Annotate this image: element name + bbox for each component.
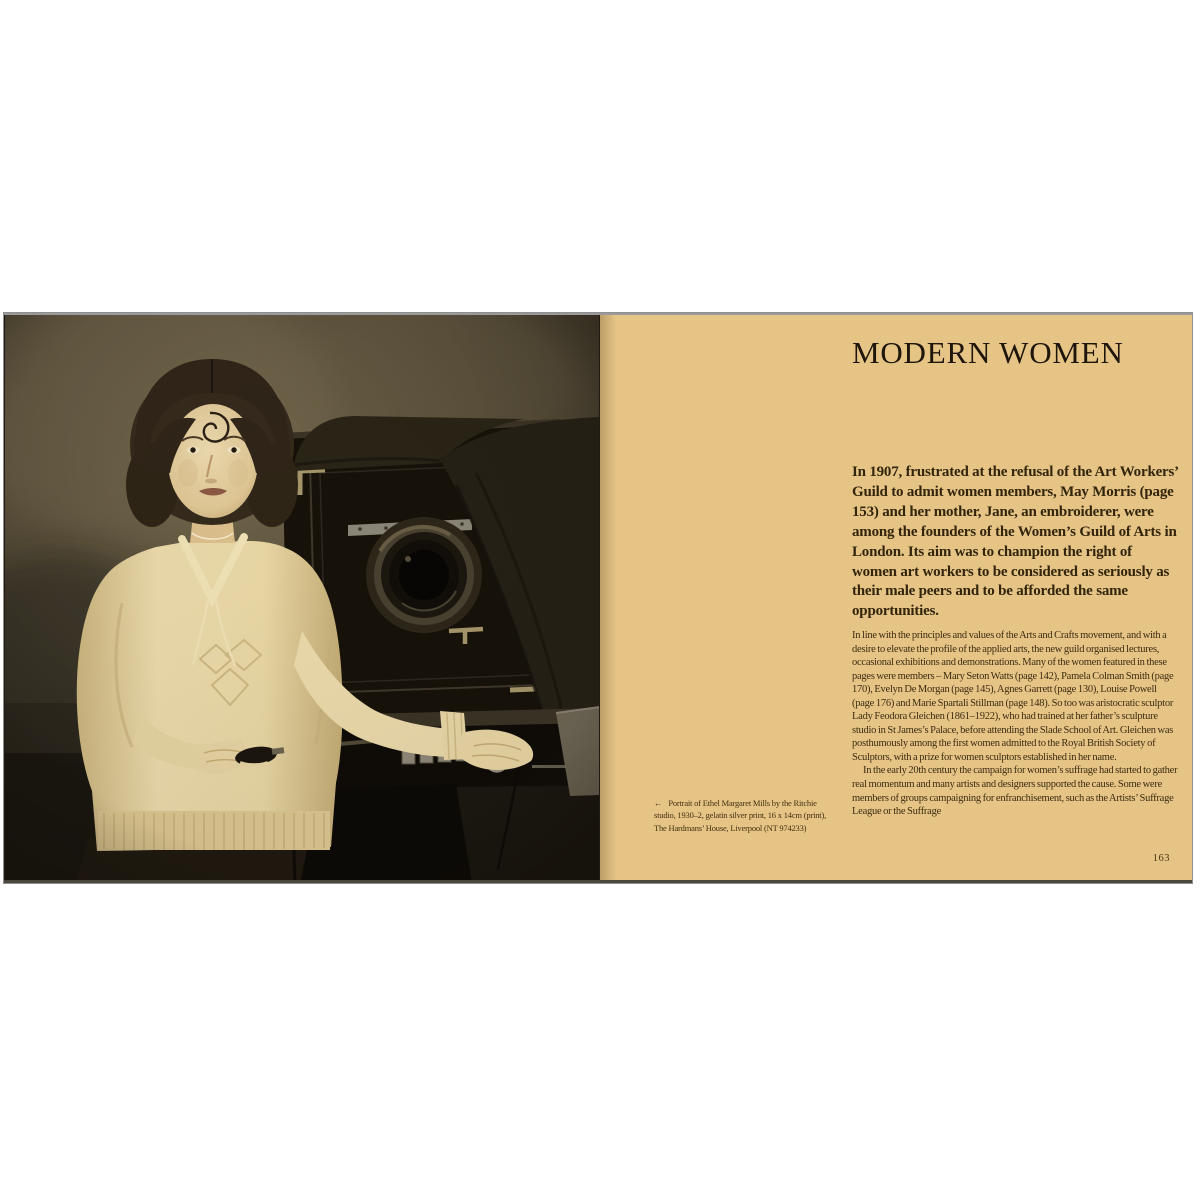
intro-paragraph: In 1907, frustrated at the refusal of the Art Workers’ Guild to admit women members, May Morris (page 153) and her mother, Jane, an embroiderer, were among the founders of the Women’s Guild of Arts in London. Its aim was to champion the right of women art workers to be considered as seriously as their male peers and to be afforded the same opportunities. [852,464,1178,620]
page-number: 163 [1152,853,1170,864]
body-paragraph-2: In the early 20th century the campaign for women’s suffrage had started to gather real momentum and many artists and designers supported the cause. Some were members of groups campaigning for enfranchisement, such as the Artists’ Suffrage League or the Suffrage [852,765,1178,818]
book-spread [4,313,1192,883]
right-page-text [600,313,1192,883]
left-arrow-icon: ← [654,798,663,808]
photo-vignette [4,313,600,883]
body-text [852,629,1178,819]
body-paragraph-1: In line with the principles and values of the Arts and Crafts movement, and with a desire to elevate the profile of the applied arts, the new guild organised lectures, occasional exhibitions and demonstrations. Many of the women featured in these pages were members – Mary Seton Watts (page 142), Pamela Colman Smith (page 170), Evelyn De Morgan (page 145), Agnes Garrett (page 130), Louise Powell (page 176) and Marie Spartali Stillman (page 148). So too was aristocratic sculptor Lady Feodora Gleichen (1861–1922), who had trained at her father’s sculpture studio in St James’s Palace, before attending the Slade School of Art. Gleichen was posthumously among the first women admitted to the Royal British Society of Sculptors, with a prize for women sculptors established in her name. [852,630,1174,763]
chapter-title: MODERN WOMEN [852,335,1124,370]
photo-caption-text: Portrait of Ethel Margaret Mills by the Ritchie studio, 1930–2, gelatin silver print, 16 x 14cm (print), The Hardmans’ House, Liverpool (NT 974233) [654,798,826,833]
photo-caption [654,797,826,834]
page-gutter-shadow [600,313,616,883]
left-page-photo [4,313,600,883]
portrait-photo [4,313,600,883]
